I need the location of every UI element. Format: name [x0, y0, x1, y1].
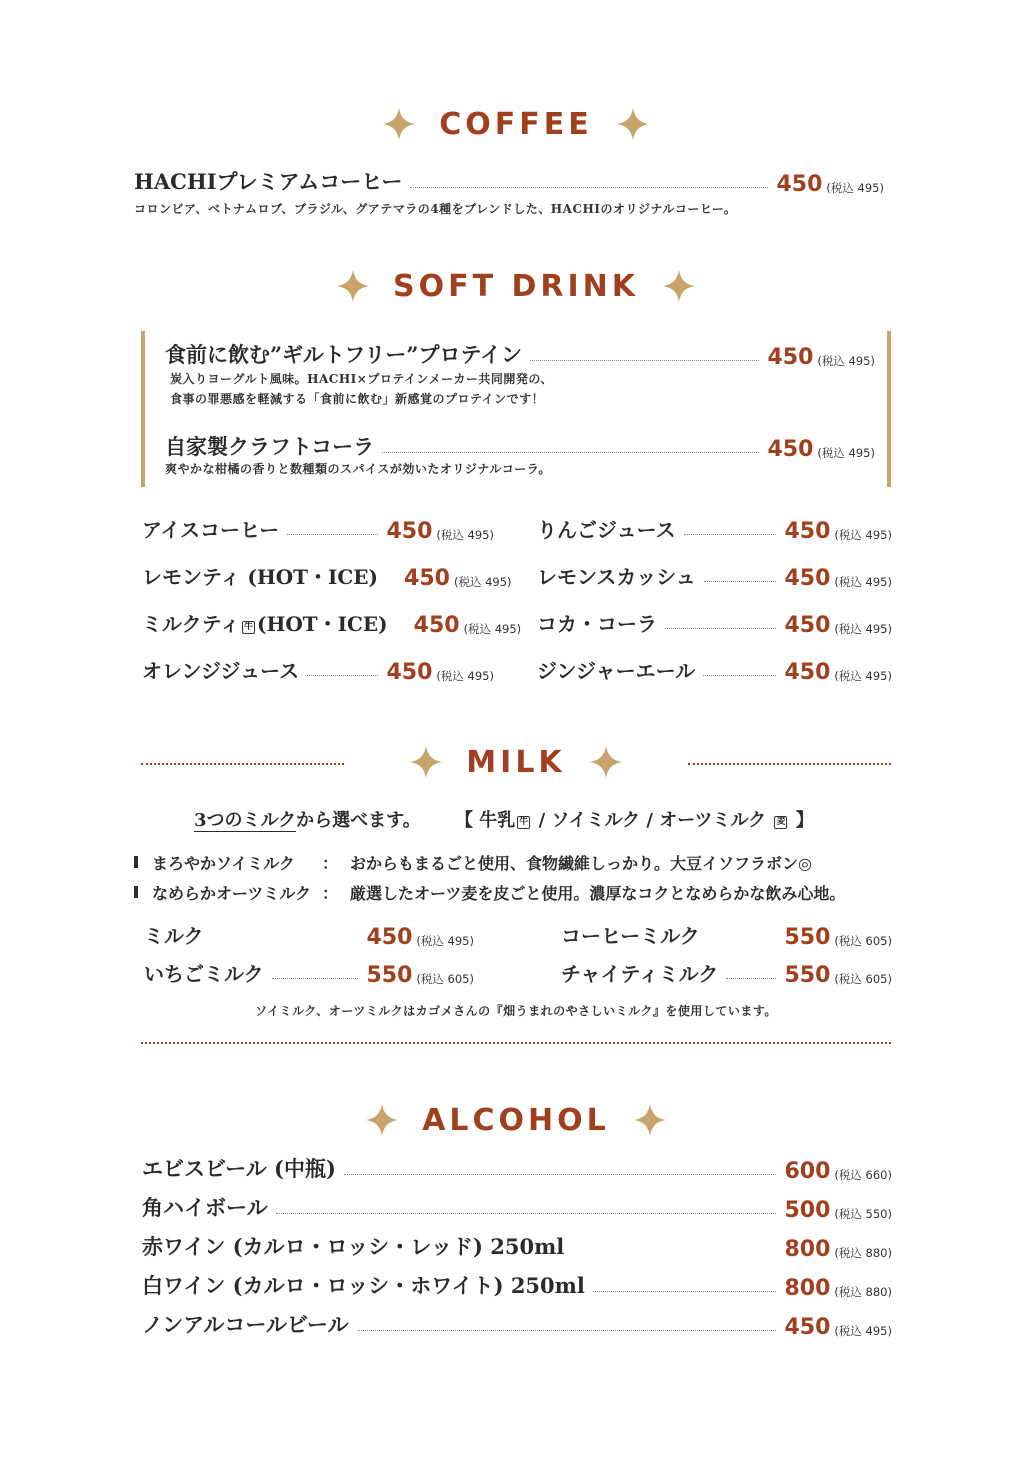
leader-dots — [593, 1291, 777, 1292]
menu-item — [561, 920, 892, 949]
menu-item — [142, 561, 512, 591]
leader-dots — [307, 675, 378, 676]
item-price: 450 — [784, 613, 831, 638]
note-label: なめらかオーツミルク — [152, 884, 312, 903]
menu-item — [537, 608, 892, 637]
item-name: アイスコーヒー — [142, 518, 280, 542]
section-title-soft-drink: SOFT DRINK — [392, 268, 640, 304]
item-tax-price: (税込 660) — [834, 1168, 892, 1183]
item-tax-price: (税込 495) — [834, 575, 892, 590]
leader-dots — [287, 534, 378, 535]
bullet-icon — [134, 886, 138, 898]
ornament-icon — [615, 106, 651, 142]
leader-dots — [665, 628, 776, 629]
menu-item — [142, 1270, 892, 1300]
menu-item — [142, 655, 494, 684]
divider — [141, 1042, 891, 1044]
ornament-icon — [364, 1102, 400, 1138]
item-name: チャイティミルク — [561, 962, 719, 986]
milk-note — [134, 881, 845, 904]
item-tax-price: (税込 495) — [826, 181, 884, 196]
item-description: 爽やかな柑橘の香りと数種類のスパイスが効いたオリジナルコーラ。 — [165, 462, 551, 476]
milk-choice-line — [194, 806, 814, 832]
item-name: ジンジャーエール — [537, 659, 696, 683]
item-price: 550 — [784, 963, 831, 988]
item-price: 450 — [386, 519, 433, 544]
ornament-icon — [408, 744, 444, 780]
milk-footnote: ソイミルク、オーツミルクはカゴメさんの『畑うまれのやさしいミルク』を使用しています。 — [255, 1004, 777, 1018]
item-name: りんごジュース — [537, 518, 676, 542]
menu-item — [142, 1153, 892, 1183]
leader-dots — [703, 675, 776, 676]
item-name: ミルク — [144, 924, 204, 948]
leader-dots — [684, 534, 777, 535]
item-name: 自家製クラフトコーラ — [165, 434, 375, 459]
leader-dots — [272, 978, 359, 979]
leader-dots — [357, 1330, 777, 1331]
item-tax-price: (税込 605) — [834, 934, 892, 949]
item-name: レモンスカッシュ — [537, 565, 696, 589]
leader-spacer — [572, 1252, 776, 1253]
item-price: 800 — [784, 1237, 831, 1262]
section-title-milk: MILK — [466, 744, 566, 780]
item-price: 450 — [767, 345, 814, 370]
menu-item — [142, 1309, 892, 1339]
leader-spacer — [212, 940, 359, 941]
item-name: コーヒーミルク — [561, 924, 700, 948]
item-price: 450 — [784, 1315, 831, 1340]
item-price: 450 — [366, 925, 413, 950]
note-text: 厳選したオーツ麦を皮ごと使用。濃厚なコクとなめらかな飲み心地。 — [350, 884, 846, 903]
note-label: まろやかソイミルク — [152, 854, 295, 873]
note-colon: ： — [322, 884, 339, 903]
section-title-alcohol: ALCOHOL — [422, 1102, 610, 1138]
item-name: エビスビール (中瓶) — [142, 1156, 336, 1181]
item-tax-price: (税込 880) — [834, 1246, 892, 1261]
leader-dots — [530, 360, 759, 361]
item-price: 450 — [784, 660, 831, 685]
item-price: 450 — [784, 519, 831, 544]
menu-item — [537, 514, 892, 543]
item-tax-price: (税込 495) — [817, 446, 875, 461]
cow-milk-icon: 牛 — [243, 622, 253, 632]
item-tax-price: (税込 495) — [436, 528, 494, 543]
milk-options-open: 【 牛乳 — [455, 810, 516, 831]
note-colon: ： — [322, 854, 339, 873]
featured-item — [165, 339, 875, 369]
item-price: 550 — [366, 963, 413, 988]
ornament-icon — [335, 268, 371, 304]
leader-dots — [382, 452, 759, 453]
item-name: ノンアルコールビール — [142, 1312, 349, 1337]
item-tax-price: (税込 880) — [834, 1285, 892, 1300]
item-price: 450 — [776, 172, 823, 197]
item-tax-price: (税込 605) — [416, 972, 474, 987]
item-name — [142, 608, 388, 637]
item-name: いちごミルク — [144, 962, 264, 986]
leader-dots — [704, 581, 777, 582]
item-name: 赤ワイン (カルロ・ロッシ・レッド) 250ml — [142, 1234, 565, 1259]
item-name-text: ミルクティ — [142, 612, 240, 636]
soft-drink-header — [0, 268, 1032, 304]
leader-dots — [344, 1174, 777, 1175]
bullet-icon — [134, 856, 138, 868]
description-line: 炭入りヨーグルト風味。HACHI×プロテインメーカー共同開発の、 — [170, 372, 553, 386]
item-tax-price: (税込 495) — [436, 669, 494, 684]
item-name: オレンジジュース — [142, 659, 300, 683]
item-price: 500 — [784, 1198, 831, 1223]
item-name: 角ハイボール — [142, 1195, 268, 1220]
oat-icon: 麦 — [776, 817, 786, 827]
coffee-header — [0, 106, 1032, 142]
leader-spacer — [396, 628, 406, 629]
menu-item — [144, 958, 474, 987]
menu-item — [142, 608, 522, 638]
menu-item — [561, 958, 892, 987]
leader-dots — [726, 978, 776, 979]
featured-item — [165, 431, 875, 461]
leader-spacer — [386, 581, 396, 582]
item-name-suffix: (HOT・ICE) — [257, 612, 388, 636]
cow-milk-icon: 牛 — [519, 817, 529, 827]
section-title-coffee: COFFEE — [439, 106, 593, 142]
leader-spacer — [708, 940, 777, 941]
milk-choice-underlined: 3つのミルク — [194, 810, 297, 831]
item-tax-price: (税込 495) — [834, 622, 892, 637]
alcohol-header — [0, 1102, 1032, 1138]
ornament-icon — [588, 744, 624, 780]
item-name: レモンティ (HOT・ICE) — [142, 565, 379, 589]
menu-item — [537, 561, 892, 590]
featured-frame-left — [141, 331, 145, 487]
item-price: 450 — [413, 613, 460, 638]
menu-item — [142, 1192, 892, 1222]
featured-frame-right — [887, 331, 891, 487]
item-tax-price: (税込 495) — [453, 575, 512, 590]
milk-note — [134, 851, 812, 874]
item-price: 450 — [404, 566, 450, 591]
item-tax-price: (税込 495) — [834, 528, 892, 543]
milk-options-mid: / ソイミルク / オーツミルク — [538, 810, 767, 831]
milk-options-close: 】 — [795, 810, 814, 831]
item-price: 600 — [784, 1159, 831, 1184]
leader-dots — [410, 187, 768, 188]
description-line: 食事の罪悪感を軽減する「食前に飲む」新感覚のプロテインです！ — [170, 392, 545, 406]
item-tax-price: (税込 550) — [834, 1207, 892, 1222]
item-description: コロンビア、ベトナムロブ、ブラジル、グアテマラの4種をブレンドした、HACHIのオリジナルコーヒー。 — [134, 202, 737, 216]
ornament-icon — [381, 106, 417, 142]
item-name: コカ・コーラ — [537, 612, 657, 636]
menu-item — [142, 1231, 892, 1261]
item-name: HACHIプレミアムコーヒー — [134, 169, 403, 194]
item-tax-price: (税込 495) — [463, 622, 522, 637]
item-tax-price: (税込 495) — [834, 669, 892, 684]
item-price: 450 — [386, 660, 433, 685]
menu-item — [537, 655, 892, 684]
leader-dots — [276, 1213, 777, 1214]
item-description — [170, 369, 553, 409]
menu-item — [142, 514, 494, 543]
item-name: 食前に飲む”ギルトフリー”プロテイン — [165, 342, 523, 367]
item-price: 550 — [784, 925, 831, 950]
milk-choice-text: から選べます。 — [296, 810, 421, 831]
item-tax-price: (税込 605) — [834, 972, 892, 987]
item-price: 450 — [767, 437, 814, 462]
item-tax-price: (税込 495) — [416, 934, 474, 949]
menu-item — [144, 920, 474, 949]
item-price: 800 — [784, 1276, 831, 1301]
milk-header — [0, 744, 1032, 780]
item-tax-price: (税込 495) — [817, 354, 875, 369]
note-text: おからもまるごと使用、食物繊維しっかり。大豆イソフラボン◎ — [350, 854, 812, 873]
ornament-icon — [661, 268, 697, 304]
menu-item — [134, 166, 884, 196]
item-price: 450 — [784, 566, 831, 591]
item-name: 白ワイン (カルロ・ロッシ・ホワイト) 250ml — [142, 1273, 585, 1298]
ornament-icon — [632, 1102, 668, 1138]
item-tax-price: (税込 495) — [834, 1324, 892, 1339]
